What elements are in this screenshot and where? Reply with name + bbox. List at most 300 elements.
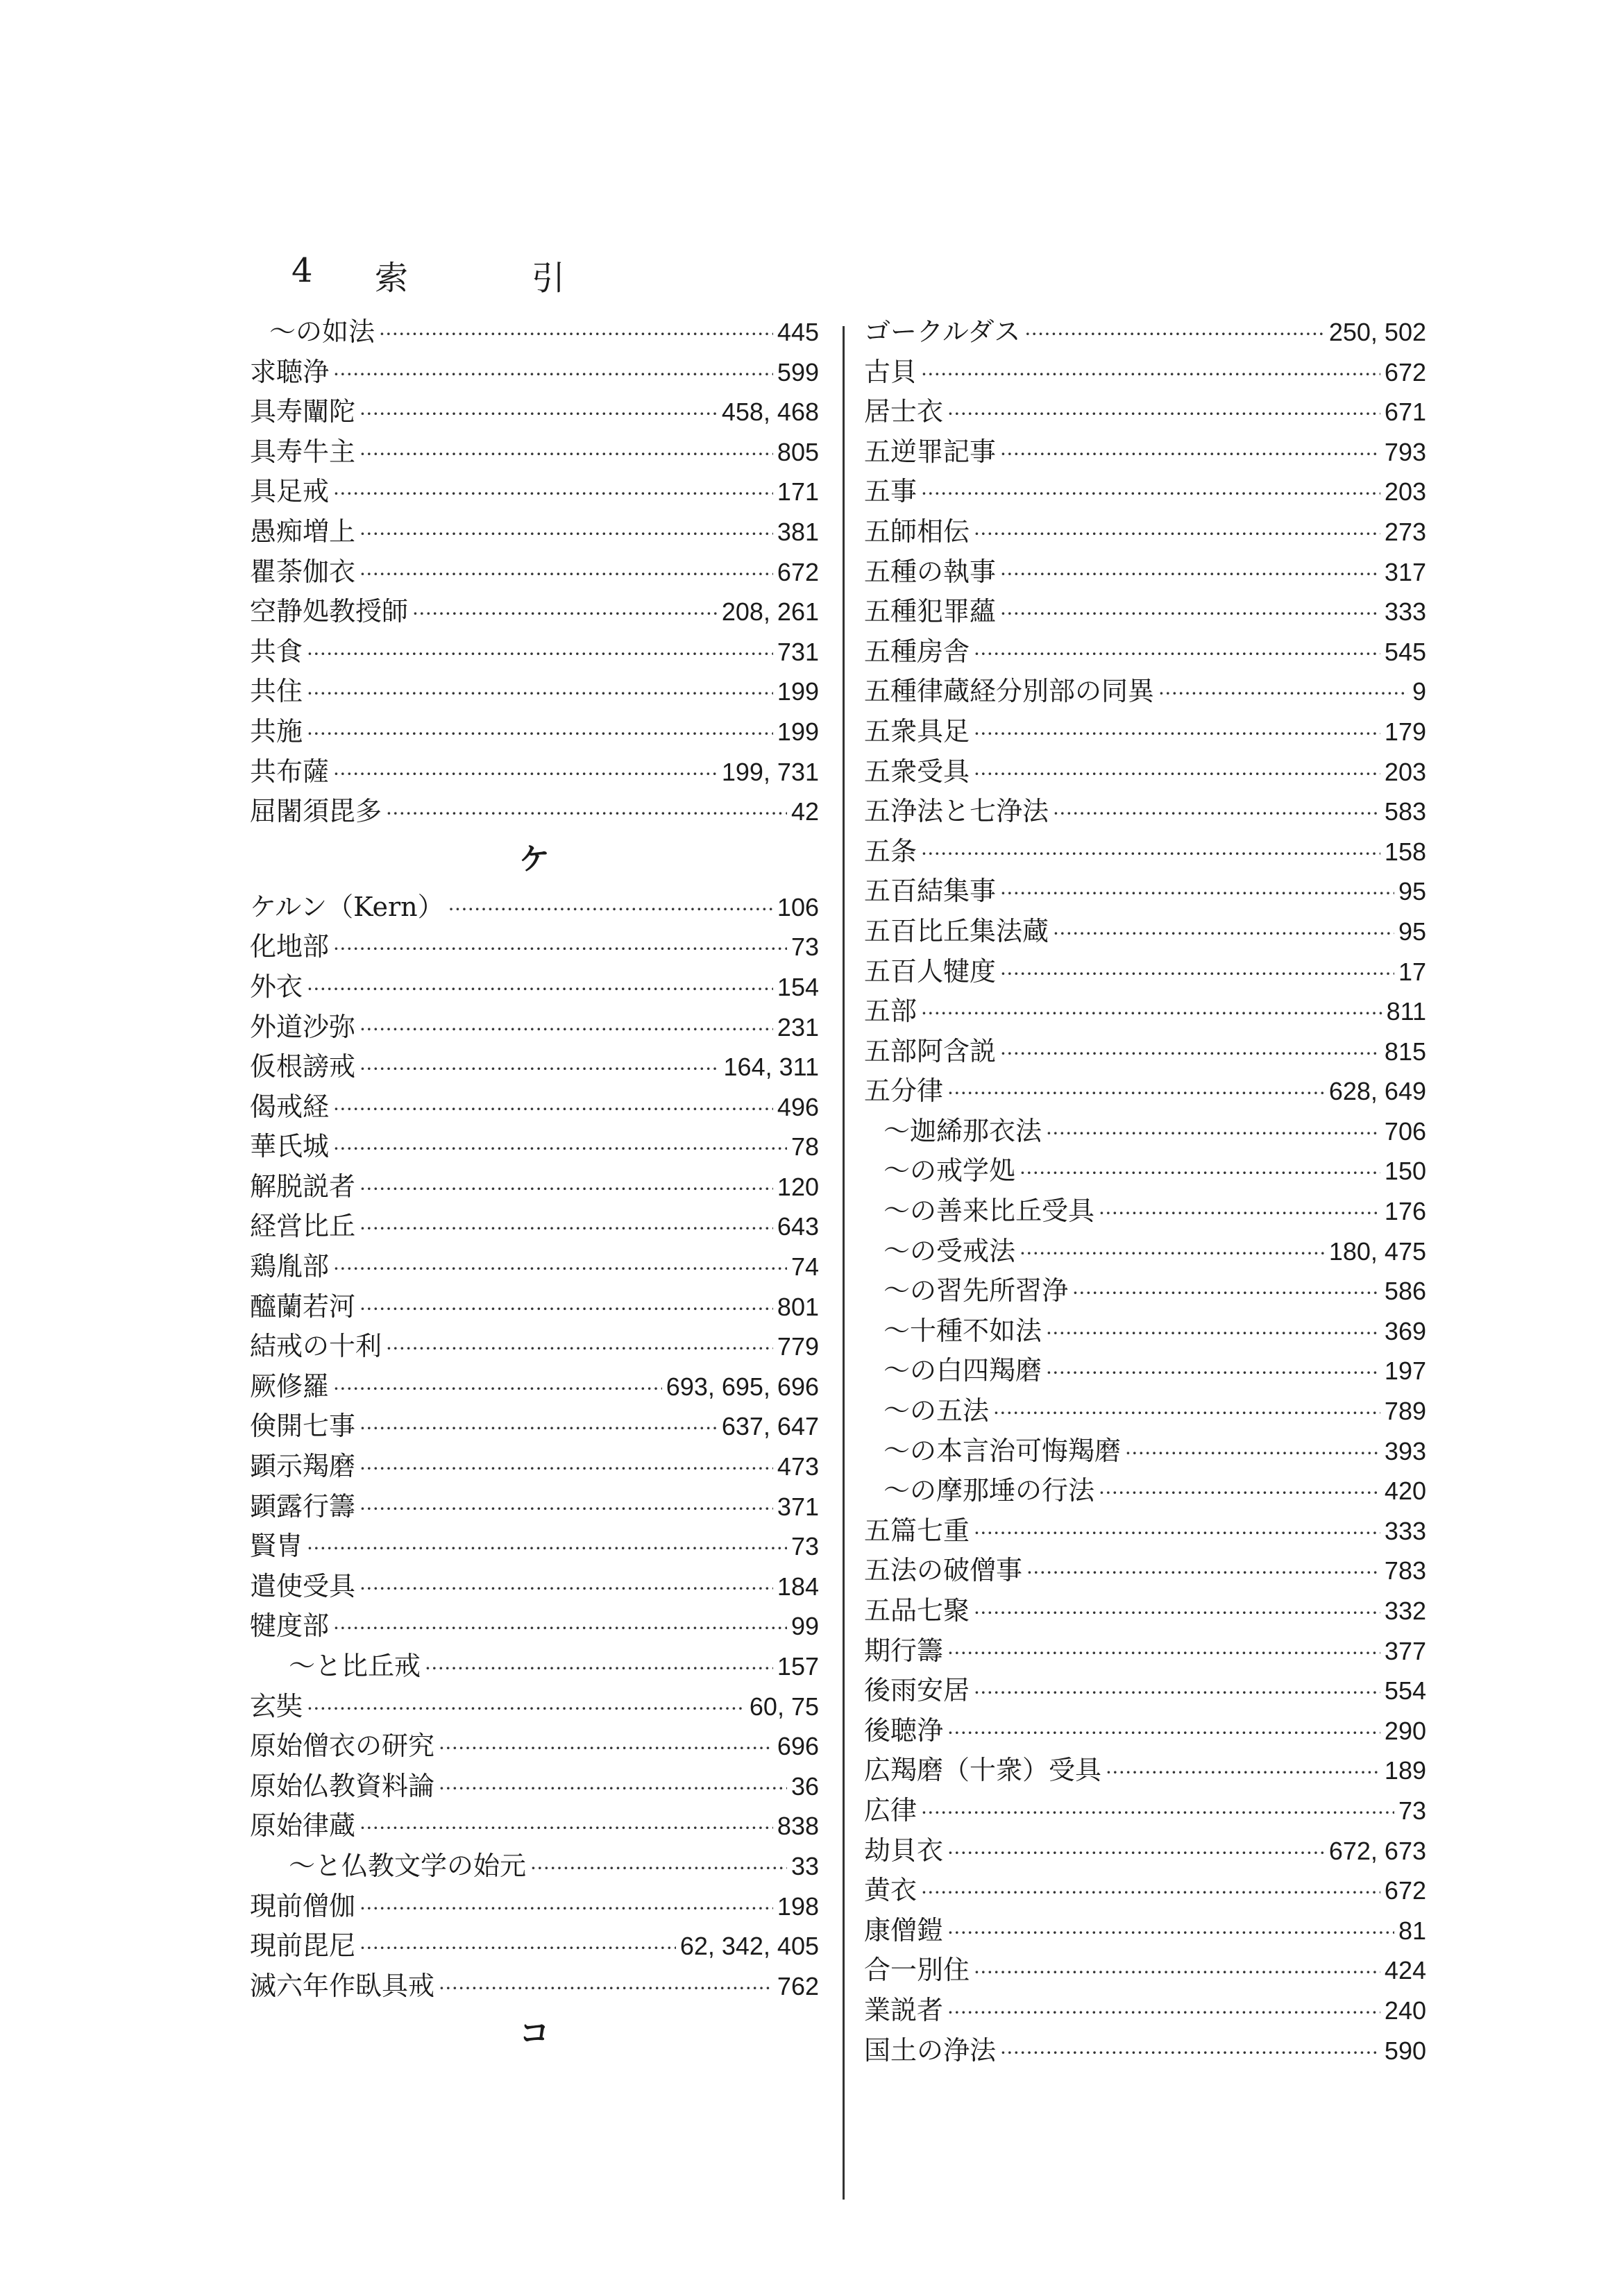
index-term: ～の五法 <box>883 1395 990 1427</box>
index-entry <box>864 2031 1426 2071</box>
index-entry <box>250 1527 819 1567</box>
page-number: 4 <box>291 251 313 290</box>
index-term: 劫貝衣 <box>864 1835 944 1866</box>
index-entry <box>250 792 819 832</box>
index-term: 五品七聚 <box>864 1595 970 1626</box>
index-term: 犍度部 <box>250 1610 330 1642</box>
dot-leader <box>921 994 1382 1034</box>
page-reference: 838 <box>777 1812 819 1841</box>
page-reference: 496 <box>777 1092 819 1121</box>
index-entry <box>250 1726 819 1767</box>
page-reference: 73 <box>790 1532 819 1561</box>
index-term: 後聴浄 <box>864 1715 944 1746</box>
page-reference: 789 <box>1384 1397 1426 1426</box>
index-entry <box>250 1926 819 1966</box>
index-term: 広律 <box>864 1794 917 1826</box>
page-reference: 815 <box>1384 1037 1426 1066</box>
index-term: 五種の執事 <box>864 556 997 587</box>
dot-leader <box>439 1769 787 1809</box>
index-term: 五師相伝 <box>864 516 970 547</box>
index-entry <box>250 1966 819 2007</box>
page-reference: 371 <box>777 1492 819 1521</box>
page-reference: 811 <box>1386 997 1426 1026</box>
dot-leader <box>974 754 1380 794</box>
index-entry <box>250 1327 819 1367</box>
index-entry <box>864 752 1426 792</box>
page-reference: 164, 311 <box>723 1053 819 1082</box>
index-entry <box>250 392 819 432</box>
dot-leader <box>530 1848 787 1889</box>
index-entry <box>250 1887 819 1927</box>
index-entry <box>864 1631 1426 1672</box>
index-entry <box>864 1311 1426 1352</box>
page-reference: 599 <box>777 357 819 386</box>
dot-leader <box>1000 434 1380 475</box>
index-term: 五種犯罪蘊 <box>864 596 997 627</box>
page-reference: 696 <box>777 1732 819 1761</box>
index-term: 五百結集事 <box>864 876 997 907</box>
index-entry <box>864 832 1426 872</box>
index-term: 国土の浄法 <box>864 2034 997 2066</box>
page-reference: 171 <box>777 477 819 507</box>
index-entry <box>250 752 819 792</box>
index-term: ～の善来比丘受具 <box>883 1196 1095 1227</box>
page-reference: 231 <box>777 1012 819 1041</box>
index-term: 居士衣 <box>864 396 944 427</box>
dot-leader <box>947 1713 1380 1753</box>
dot-leader <box>386 1329 773 1369</box>
dot-leader <box>448 890 773 930</box>
dot-leader <box>333 355 773 395</box>
index-term: 現前僧伽 <box>250 1890 356 1921</box>
page-reference: 590 <box>1384 2036 1426 2065</box>
page-reference: 583 <box>1384 797 1426 826</box>
page-reference: 805 <box>777 437 819 466</box>
index-term: 共施 <box>250 715 303 747</box>
index-term: 現前毘尼 <box>250 1930 356 1962</box>
page-reference: 273 <box>1384 517 1426 546</box>
page-reference: 189 <box>1384 1756 1426 1785</box>
page-reference: 150 <box>1384 1157 1426 1186</box>
dot-leader <box>333 1129 787 1169</box>
index-entry <box>250 1606 819 1647</box>
page-title-part-2: 引 <box>532 259 566 298</box>
index-entry <box>864 992 1426 1032</box>
page-reference: 672 <box>777 557 819 586</box>
dot-leader <box>360 1569 773 1609</box>
dot-leader <box>1026 1553 1380 1593</box>
page-reference: 783 <box>1384 1556 1426 1585</box>
page-reference: 637, 647 <box>721 1412 819 1441</box>
index-term: ～十種不如法 <box>883 1315 1042 1346</box>
page-reference: 180, 475 <box>1328 1236 1426 1266</box>
dot-leader <box>360 1409 718 1449</box>
page-reference: 73 <box>790 933 819 962</box>
index-entry <box>250 312 819 352</box>
dot-leader <box>360 434 773 475</box>
index-entry <box>250 1127 819 1167</box>
index-entry <box>864 1511 1426 1551</box>
index-entry <box>250 1047 819 1087</box>
index-term: ～の習先所習浄 <box>883 1275 1069 1307</box>
page-reference: 95 <box>1398 877 1426 906</box>
dot-leader <box>333 1249 787 1289</box>
index-entry <box>250 1207 819 1247</box>
page-reference: 317 <box>1384 557 1426 586</box>
page-reference: 78 <box>790 1132 819 1162</box>
index-entry <box>250 552 819 593</box>
dot-leader <box>974 714 1380 754</box>
index-term: 五部 <box>864 996 917 1027</box>
dot-leader <box>1099 1193 1380 1234</box>
page-reference: 377 <box>1384 1636 1426 1665</box>
dot-leader <box>1000 874 1394 914</box>
dot-leader <box>379 314 773 355</box>
index-term: 外衣 <box>250 971 303 1002</box>
index-entry <box>864 1791 1426 1831</box>
dot-leader <box>947 394 1380 434</box>
index-entry <box>864 512 1426 552</box>
index-entry <box>864 1151 1426 1191</box>
page-title-part-1: 索 <box>375 259 409 298</box>
index-term: 化地部 <box>250 931 330 962</box>
page-reference: 793 <box>1384 437 1426 466</box>
index-term: ～と比丘戒 <box>289 1651 421 1681</box>
page-reference: 33 <box>790 1851 819 1880</box>
page-reference: 95 <box>1398 917 1426 946</box>
page-reference: 393 <box>1384 1436 1426 1465</box>
index-entry <box>864 632 1426 672</box>
index-term: 賢冑 <box>250 1531 303 1562</box>
index-entry <box>250 632 819 672</box>
dot-leader <box>360 1049 720 1089</box>
index-term: 五浄法と七浄法 <box>864 796 1049 827</box>
index-term: 経営比丘 <box>250 1211 356 1242</box>
page-reference: 208, 261 <box>721 597 819 627</box>
index-entry <box>250 1167 819 1207</box>
page-reference: 17 <box>1398 957 1426 986</box>
column-divider <box>843 326 845 2200</box>
index-term: 外道沙弥 <box>250 1011 356 1042</box>
index-term: 五法の破僧事 <box>864 1555 1023 1586</box>
page-reference: 672 <box>1384 357 1426 386</box>
index-entry <box>864 1431 1426 1472</box>
index-term: ～の本言治可悔羯磨 <box>883 1435 1122 1466</box>
page-reference: 333 <box>1384 1516 1426 1545</box>
dot-leader <box>439 1968 773 2009</box>
dot-leader <box>360 1489 773 1529</box>
index-entry <box>250 592 819 632</box>
page-reference: 120 <box>777 1172 819 1201</box>
index-entry <box>250 1447 819 1487</box>
dot-leader <box>360 1889 773 1929</box>
index-entry <box>864 352 1426 393</box>
page-reference: 203 <box>1384 477 1426 507</box>
dot-leader <box>439 1728 773 1769</box>
index-term: 偈戒経 <box>250 1091 330 1122</box>
index-entry <box>864 1711 1426 1751</box>
index-term: 五逆罪記事 <box>864 436 997 467</box>
page-reference: 333 <box>1384 597 1426 627</box>
index-entry <box>250 1007 819 1048</box>
index-term: 五衆具足 <box>864 715 970 747</box>
index-entry <box>864 1871 1426 1911</box>
dot-leader <box>921 474 1380 514</box>
dot-leader <box>1020 1153 1380 1193</box>
dot-leader <box>1046 1114 1380 1154</box>
index-term: ～の如法 <box>269 316 375 347</box>
index-term: ～の白四羯磨 <box>883 1355 1042 1386</box>
page-reference: 81 <box>1398 1916 1426 1945</box>
page-reference: 369 <box>1384 1316 1426 1345</box>
dot-leader <box>1158 674 1408 714</box>
section-heading: コ <box>519 2016 550 2052</box>
page-reference: 73 <box>1398 1796 1426 1825</box>
index-term: 五百人犍度 <box>864 955 997 987</box>
dot-leader <box>360 1808 773 1848</box>
dot-leader <box>360 514 773 554</box>
dot-leader <box>974 1513 1380 1554</box>
index-entry <box>864 1831 1426 1871</box>
page-reference: 179 <box>1384 717 1426 746</box>
dot-leader <box>333 1369 662 1409</box>
dot-leader <box>360 394 718 434</box>
dot-leader <box>360 554 773 595</box>
index-term: 広羯磨（十衆）受具 <box>864 1755 1102 1786</box>
index-term: ～と仏教文学の始元 <box>289 1850 527 1881</box>
index-term: 鶏胤部 <box>250 1251 330 1282</box>
index-entry <box>864 552 1426 593</box>
index-entry <box>250 472 819 512</box>
page-reference: 731 <box>777 637 819 666</box>
index-entry <box>864 952 1426 992</box>
index-entry <box>864 1911 1426 1951</box>
index-term: 屈闍須毘多 <box>250 796 382 827</box>
index-term: 五条 <box>864 835 917 867</box>
index-term: 求聴浄 <box>250 356 330 387</box>
page-reference: 628, 649 <box>1328 1077 1426 1106</box>
dot-leader <box>947 1833 1325 1873</box>
page-reference: 154 <box>777 972 819 1001</box>
dot-leader <box>412 594 718 634</box>
index-entry <box>864 312 1426 352</box>
dot-leader <box>360 1289 773 1329</box>
index-entry <box>864 1751 1426 1791</box>
dot-leader <box>1000 954 1394 994</box>
index-entry <box>864 1351 1426 1391</box>
index-term: 愚痴増上 <box>250 516 356 547</box>
page-reference: 36 <box>790 1771 819 1801</box>
index-entry <box>864 592 1426 632</box>
index-column-right <box>864 312 1426 2070</box>
page-reference: 176 <box>1384 1197 1426 1226</box>
dot-leader <box>974 634 1380 674</box>
dot-leader <box>1024 314 1325 355</box>
page-reference: 199 <box>777 677 819 706</box>
index-term: 具寿闡陀 <box>250 396 356 427</box>
dot-leader <box>307 674 773 714</box>
index-entry <box>864 1591 1426 1631</box>
page-reference: 184 <box>777 1572 819 1601</box>
dot-leader <box>386 794 787 834</box>
dot-leader <box>947 1073 1325 1114</box>
index-entry <box>864 392 1426 432</box>
index-entry <box>250 352 819 393</box>
dot-leader <box>974 514 1380 554</box>
index-entry <box>250 512 819 552</box>
index-entry <box>864 1551 1426 1591</box>
index-term: 五篇七重 <box>864 1515 970 1546</box>
section-heading: ケ <box>519 841 550 877</box>
page-reference: 445 <box>777 318 819 346</box>
index-entry <box>250 672 819 712</box>
index-entry <box>864 672 1426 712</box>
index-term: 瞿荼伽衣 <box>250 556 356 587</box>
dot-leader <box>333 929 787 969</box>
index-entry <box>864 1271 1426 1311</box>
index-term: ゴークルダス <box>864 316 1021 347</box>
dot-leader <box>1053 914 1394 954</box>
index-term: 空静処教授師 <box>250 596 409 627</box>
index-entry <box>250 1767 819 1807</box>
dot-leader <box>1000 554 1380 595</box>
dot-leader <box>425 1649 773 1689</box>
index-term: ～の摩那埵の行法 <box>883 1475 1095 1506</box>
index-entry <box>250 1687 819 1727</box>
index-term: 古貝 <box>864 356 917 387</box>
dot-leader <box>360 1449 773 1489</box>
page-reference: 9 <box>1412 677 1426 706</box>
page-reference: 693, 695, 696 <box>666 1372 819 1401</box>
index-entry <box>250 1247 819 1287</box>
index-entry <box>250 927 819 967</box>
index-term: 原始仏教資料論 <box>250 1770 435 1801</box>
index-term: 五分律 <box>864 1075 944 1107</box>
index-entry <box>864 472 1426 512</box>
index-entry <box>250 967 819 1007</box>
page-reference: 203 <box>1384 757 1426 786</box>
dot-leader <box>974 1673 1380 1713</box>
index-term: 解脱説者 <box>250 1171 356 1202</box>
index-entry <box>864 912 1426 952</box>
index-term: 遣使受具 <box>250 1570 356 1601</box>
index-term: 五事 <box>864 476 917 507</box>
page-reference: 290 <box>1384 1716 1426 1745</box>
page-reference: 42 <box>790 797 819 826</box>
index-term: 仮根謗戒 <box>250 1051 356 1082</box>
index-term: 顕示羯磨 <box>250 1451 356 1482</box>
page-reference: 199, 731 <box>721 757 819 786</box>
index-entry <box>864 1112 1426 1152</box>
page-reference: 801 <box>777 1292 819 1321</box>
page-reference: 706 <box>1384 1116 1426 1146</box>
index-term: 具足戒 <box>250 476 330 507</box>
index-entry <box>864 792 1426 832</box>
index-term: 結戒の十利 <box>250 1331 382 1362</box>
index-term: 華氏城 <box>250 1131 330 1162</box>
dot-leader <box>974 1593 1380 1633</box>
dot-leader <box>1099 1473 1380 1513</box>
dot-leader <box>360 1928 676 1968</box>
index-term: 後雨安居 <box>864 1675 970 1706</box>
dot-leader <box>921 355 1380 395</box>
page-reference: 197 <box>1384 1357 1426 1386</box>
dot-leader <box>333 1089 773 1130</box>
index-entry <box>864 1391 1426 1431</box>
page-reference: 158 <box>1384 837 1426 866</box>
index-term: 五種律蔵経分別部の同異 <box>864 676 1155 707</box>
page-reference: 762 <box>777 1971 819 2000</box>
index-entry <box>864 712 1426 752</box>
index-entry <box>250 1846 819 1887</box>
index-term: 康僧鎧 <box>864 1914 944 1946</box>
page-reference: 458, 468 <box>721 398 819 427</box>
index-term: 醯蘭若河 <box>250 1291 356 1322</box>
page-reference: 332 <box>1384 1597 1426 1625</box>
page-reference: 420 <box>1384 1477 1426 1506</box>
index-term: 顕露行籌 <box>250 1490 356 1522</box>
index-term: ～の受戒法 <box>883 1235 1016 1266</box>
page-reference: 672, 673 <box>1328 1836 1426 1865</box>
dot-leader <box>307 714 773 754</box>
index-term: 黄衣 <box>864 1875 917 1906</box>
dot-leader <box>1000 594 1380 634</box>
dot-leader <box>921 834 1380 874</box>
index-entry <box>250 1806 819 1846</box>
page-reference: 62, 342, 405 <box>679 1932 819 1961</box>
page-reference: 250, 502 <box>1328 318 1426 346</box>
index-entry <box>250 1567 819 1607</box>
index-term: 共布薩 <box>250 756 330 787</box>
dot-leader <box>1106 1753 1380 1793</box>
dot-leader <box>1072 1273 1380 1313</box>
index-entry <box>250 1087 819 1128</box>
index-term: 五部阿含説 <box>864 1035 997 1066</box>
dot-leader <box>333 754 718 794</box>
index-term: 合一別住 <box>864 1955 970 1986</box>
index-entry <box>864 1191 1426 1232</box>
page-reference: 106 <box>777 892 819 921</box>
page-reference: 671 <box>1384 398 1426 427</box>
dot-leader <box>360 1169 773 1209</box>
index-term: 具寿牛主 <box>250 436 356 467</box>
dot-leader <box>360 1010 773 1050</box>
dot-leader <box>993 1393 1380 1434</box>
page-reference: 240 <box>1384 1996 1426 2025</box>
index-term: 共食 <box>250 636 303 667</box>
index-entry <box>864 1032 1426 1072</box>
index-entry <box>250 1647 819 1687</box>
page-reference: 198 <box>777 1891 819 1921</box>
dot-leader <box>307 634 773 674</box>
index-term: ～迦絺那衣法 <box>883 1115 1042 1146</box>
dot-leader <box>1020 1234 1325 1274</box>
dot-leader <box>1000 2033 1380 2073</box>
index-term: 五衆受具 <box>864 756 970 787</box>
page-reference: 586 <box>1384 1277 1426 1306</box>
page-reference: 545 <box>1384 637 1426 666</box>
dot-leader <box>333 1608 787 1649</box>
index-entry <box>864 1232 1426 1272</box>
dot-leader <box>1046 1313 1380 1354</box>
dot-leader <box>1125 1434 1380 1474</box>
page-reference: 554 <box>1384 1676 1426 1706</box>
dot-leader <box>307 1689 745 1729</box>
index-entry <box>250 1406 819 1447</box>
index-term: 五百比丘集法蔵 <box>864 915 1049 946</box>
index-term: 厥修羅 <box>250 1370 330 1402</box>
page-reference: 381 <box>777 517 819 546</box>
